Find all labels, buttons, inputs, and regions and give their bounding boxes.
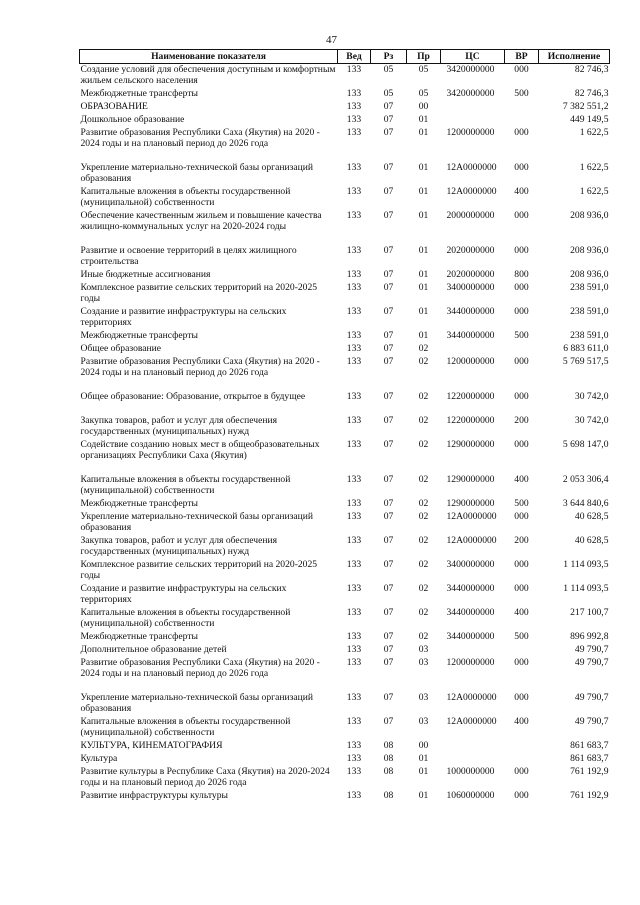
table-row: [80, 415, 610, 439]
row-pr: 03: [418, 691, 429, 703]
row-pr: 02: [418, 342, 429, 354]
row-cs: [441, 753, 505, 766]
row-exec: 82 746,3: [574, 64, 609, 75]
row-ved: 133: [346, 244, 362, 256]
page-number: 47: [326, 34, 337, 46]
row-vr: 200: [514, 534, 529, 546]
row-name: Развитие и освоение территорий в целях жилищного строительства: [80, 244, 297, 267]
row-rz: 07: [383, 126, 394, 138]
row-exec: 30 742,0: [574, 414, 609, 426]
table-row: [80, 790, 610, 803]
row-exec: 449 149,5: [570, 113, 609, 125]
row-ved: 133: [346, 100, 362, 112]
table-row: [80, 644, 610, 657]
row-vr: 500: [514, 630, 529, 642]
row-pr: 02: [418, 510, 429, 522]
row-exec: 40 628,5: [574, 510, 609, 522]
row-vr: 000: [514, 582, 529, 594]
row-cs: 12А0000000: [446, 161, 497, 173]
row-name: Капитальные вложения в объекты государственной (муниципальной) собственности: [80, 715, 291, 738]
row-exec: 217 100,7: [570, 606, 609, 618]
row-name: Создание и развитие инфраструктуры на сельских территориях: [80, 305, 287, 328]
row-ved: 133: [346, 656, 362, 668]
row-cs: 1290000000: [446, 497, 495, 509]
row-ved: 133: [346, 582, 362, 594]
table-row: [80, 740, 610, 753]
row-exec: 208 936,0: [570, 268, 609, 280]
table-row: [80, 186, 610, 210]
row-rz: 07: [383, 281, 394, 293]
table-row: [80, 88, 610, 101]
row-cs: 12А0000000: [446, 691, 497, 703]
row-pr: 02: [418, 438, 429, 450]
row-exec: 7 382 551,2: [562, 100, 609, 112]
row-name: Межбюджетные трансферты: [80, 497, 198, 509]
row-rz: 08: [383, 752, 394, 764]
row-vr: [505, 644, 539, 657]
row-cs: [441, 644, 505, 657]
table-row: [80, 559, 610, 583]
row-cs: 1200000000: [446, 126, 495, 138]
row-exec: 40 628,5: [574, 534, 609, 546]
row-pr: 01: [418, 281, 429, 293]
row-name: Создание и развитие инфраструктуры на сельских территориях: [80, 582, 287, 605]
row-exec: 208 936,0: [570, 209, 609, 221]
row-rz: 07: [383, 268, 394, 280]
row-name: КУЛЬТУРА, КИНЕМАТОГРАФИЯ: [80, 739, 223, 751]
row-pr: 02: [418, 473, 429, 485]
row-rz: 07: [383, 691, 394, 703]
row-pr: 01: [418, 126, 429, 138]
column-header-cs: ЦС: [441, 50, 505, 64]
row-rz: 07: [383, 643, 394, 655]
row-pr: 01: [418, 752, 429, 764]
row-exec: 1 114 093,5: [563, 558, 609, 570]
row-exec: 861 683,7: [570, 739, 609, 751]
row-vr: [505, 114, 539, 127]
row-rz: 08: [383, 789, 394, 801]
row-cs: 12А0000000: [446, 534, 497, 546]
row-pr: 02: [418, 534, 429, 546]
table-row: [80, 356, 610, 391]
table-row: [80, 391, 610, 415]
row-rz: 07: [383, 113, 394, 125]
row-pr: 01: [418, 268, 429, 280]
row-name: Межбюджетные трансферты: [80, 87, 198, 99]
row-vr: 000: [514, 64, 529, 75]
row-name: Закупка товаров, работ и услуг для обеспечения государственных (муниципальных) нужд: [80, 534, 278, 557]
row-pr: 01: [418, 789, 429, 801]
row-exec: 1 622,5: [579, 161, 609, 173]
row-vr: [505, 753, 539, 766]
row-exec: 2 053 306,4: [562, 473, 609, 485]
column-header-pr: Пр: [407, 50, 441, 64]
row-exec: 238 591,0: [570, 281, 609, 293]
row-ved: 133: [346, 606, 362, 618]
row-cs: 2020000000: [446, 244, 495, 256]
row-pr: 01: [418, 185, 429, 197]
row-exec: 49 790,7: [574, 691, 609, 703]
row-vr: 000: [514, 161, 529, 173]
row-vr: 500: [514, 87, 529, 99]
row-cs: 1200000000: [446, 355, 495, 367]
row-exec: 1 114 093,5: [563, 582, 609, 594]
row-rz: 07: [383, 510, 394, 522]
table-row: [80, 269, 610, 282]
table-row: [80, 64, 610, 88]
row-ved: 133: [346, 161, 362, 173]
row-cs: 1290000000: [446, 473, 495, 485]
table-row: [80, 583, 610, 607]
row-vr: 400: [514, 185, 529, 197]
row-name: Общее образование: [80, 342, 162, 354]
table-row: [80, 631, 610, 644]
row-pr: 02: [418, 497, 429, 509]
row-rz: 07: [383, 582, 394, 594]
row-exec: 49 790,7: [574, 656, 609, 668]
row-name: ОБРАЗОВАНИЕ: [80, 100, 148, 112]
table-row: [80, 511, 610, 535]
row-vr: 000: [514, 438, 529, 450]
row-cs: 3440000000: [446, 630, 495, 642]
row-rz: 07: [383, 342, 394, 354]
row-cs: 12А0000000: [446, 510, 497, 522]
row-pr: 01: [418, 305, 429, 317]
row-ved: 133: [346, 630, 362, 642]
row-ved: 133: [346, 390, 362, 402]
row-ved: 133: [346, 765, 362, 777]
row-pr: 00: [418, 739, 429, 751]
row-name: Межбюджетные трансферты: [80, 329, 198, 341]
row-pr: 05: [418, 64, 429, 75]
table-row: [80, 657, 610, 692]
row-pr: 01: [418, 209, 429, 221]
row-rz: 07: [383, 606, 394, 618]
row-rz: 07: [383, 209, 394, 221]
row-pr: 00: [418, 100, 429, 112]
row-rz: 07: [383, 497, 394, 509]
row-rz: 07: [383, 161, 394, 173]
row-rz: 07: [383, 438, 394, 450]
row-rz: 07: [383, 244, 394, 256]
row-exec: 238 591,0: [570, 305, 609, 317]
row-vr: [505, 343, 539, 356]
table-row: [80, 306, 610, 330]
row-vr: 400: [514, 473, 529, 485]
row-vr: 200: [514, 414, 529, 426]
row-name: Укрепление материально-технической базы организаций образования: [80, 161, 314, 184]
row-vr: 000: [514, 281, 529, 293]
row-ved: 133: [346, 209, 362, 221]
row-exec: 82 746,3: [574, 87, 609, 99]
row-ved: 133: [346, 329, 362, 341]
row-exec: 49 790,7: [574, 643, 609, 655]
row-vr: 000: [514, 355, 529, 367]
row-cs: 12А0000000: [446, 715, 497, 727]
row-pr: 03: [418, 715, 429, 727]
row-ved: 133: [346, 473, 362, 485]
row-exec: 761 192,9: [570, 789, 609, 801]
row-rz: 07: [383, 656, 394, 668]
row-ved: 133: [346, 305, 362, 317]
row-rz: 07: [383, 329, 394, 341]
column-header-rz: Рз: [371, 50, 407, 64]
table-row: [80, 162, 610, 186]
row-cs: 3400000000: [446, 281, 495, 293]
row-pr: 02: [418, 414, 429, 426]
row-vr: 500: [514, 497, 529, 509]
row-rz: 07: [383, 473, 394, 485]
table-row: [80, 210, 610, 245]
row-pr: 01: [418, 765, 429, 777]
row-pr: 05: [418, 87, 429, 99]
table-row: [80, 439, 610, 474]
row-pr: 02: [418, 606, 429, 618]
column-header-vr: ВР: [505, 50, 539, 64]
row-ved: 133: [346, 558, 362, 570]
row-ved: 133: [346, 739, 362, 751]
row-ved: 133: [346, 342, 362, 354]
row-name: Капитальные вложения в объекты государственной (муниципальной) собственности: [80, 185, 291, 208]
table-row: [80, 716, 610, 740]
row-exec: 49 790,7: [574, 715, 609, 727]
row-ved: 133: [346, 185, 362, 197]
row-name: Комплексное развитие сельских территорий на 2020-2025 годы: [80, 558, 318, 581]
row-exec: 896 992,8: [570, 630, 609, 642]
row-vr: 000: [514, 510, 529, 522]
row-pr: 01: [418, 113, 429, 125]
row-ved: 133: [346, 355, 362, 367]
row-ved: 133: [346, 64, 362, 75]
row-name: Развитие культуры в Республике Саха (Якутия) на 2020-2024 годы и на плановый период до 2026 года: [80, 765, 330, 788]
row-pr: 01: [418, 329, 429, 341]
row-name: Капитальные вложения в объекты государственной (муниципальной) собственности: [80, 473, 291, 496]
row-rz: 08: [383, 739, 394, 751]
table-row: [80, 114, 610, 127]
row-cs: [441, 740, 505, 753]
row-rz: 07: [383, 534, 394, 546]
row-ved: 133: [346, 497, 362, 509]
row-vr: 000: [514, 305, 529, 317]
row-cs: 1060000000: [446, 789, 495, 801]
row-rz: 05: [383, 64, 394, 75]
row-vr: 000: [514, 126, 529, 138]
row-exec: 30 742,0: [574, 390, 609, 402]
row-exec: 5 698 147,0: [562, 438, 609, 450]
row-cs: 3420000000: [446, 64, 495, 75]
row-pr: 02: [418, 630, 429, 642]
row-exec: 6 883 611,0: [563, 342, 609, 354]
row-name: Укрепление материально-технической базы организаций образования: [80, 510, 314, 533]
table-row: [80, 766, 610, 790]
row-vr: 500: [514, 329, 529, 341]
row-ved: 133: [346, 789, 362, 801]
row-cs: 1200000000: [446, 656, 495, 668]
row-vr: 400: [514, 606, 529, 618]
row-ved: 133: [346, 752, 362, 764]
row-exec: 1 622,5: [579, 185, 609, 197]
table-header-row: [80, 50, 610, 64]
row-name: Развитие образования Республики Саха (Якутия) на 2020 - 2024 годы и на плановый период до 2026 года: [80, 656, 320, 679]
row-pr: 01: [418, 244, 429, 256]
column-header-exec: Исполнение: [539, 50, 610, 64]
row-ved: 133: [346, 691, 362, 703]
row-cs: 1000000000: [446, 765, 495, 777]
row-rz: 07: [383, 414, 394, 426]
row-vr: [505, 740, 539, 753]
row-exec: 761 192,9: [570, 765, 609, 777]
row-cs: 12А0000000: [446, 185, 497, 197]
row-cs: 3400000000: [446, 558, 495, 570]
row-cs: 1220000000: [446, 414, 495, 426]
row-rz: 07: [383, 305, 394, 317]
row-name: Межбюджетные трансферты: [80, 630, 198, 642]
row-name: Общее образование: Образование, открытое в будущее: [80, 390, 306, 402]
row-rz: 08: [383, 765, 394, 777]
row-vr: 000: [514, 209, 529, 221]
table-row: [80, 282, 610, 306]
row-pr: 02: [418, 355, 429, 367]
row-cs: [441, 101, 505, 114]
row-exec: 1 622,5: [579, 126, 609, 138]
row-cs: 3440000000: [446, 606, 495, 618]
table-row: [80, 330, 610, 343]
row-ved: 133: [346, 534, 362, 546]
row-rz: 07: [383, 630, 394, 642]
row-vr: 000: [514, 390, 529, 402]
row-name: Развитие образования Республики Саха (Якутия) на 2020 - 2024 годы и на плановый период до 2026 года: [80, 126, 320, 149]
row-vr: [505, 101, 539, 114]
row-rz: 07: [383, 355, 394, 367]
row-vr: 000: [514, 244, 529, 256]
row-name: Капитальные вложения в объекты государственной (муниципальной) собственности: [80, 606, 291, 629]
row-name: Комплексное развитие сельских территорий на 2020-2025 годы: [80, 281, 318, 304]
budget-table: [79, 49, 610, 803]
row-vr: 000: [514, 789, 529, 801]
row-cs: 1220000000: [446, 390, 495, 402]
column-header-name: Наименование показателя: [80, 50, 338, 64]
row-rz: 07: [383, 715, 394, 727]
row-pr: 02: [418, 582, 429, 594]
table-row: [80, 607, 610, 631]
row-rz: 07: [383, 100, 394, 112]
table-row: [80, 753, 610, 766]
row-cs: 1290000000: [446, 438, 495, 450]
table-row: [80, 498, 610, 511]
row-exec: 861 683,7: [570, 752, 609, 764]
row-cs: 2000000000: [446, 209, 495, 221]
row-cs: 3440000000: [446, 582, 495, 594]
table-row: [80, 692, 610, 716]
row-name: Развитие образования Республики Саха (Якутия) на 2020 - 2024 годы и на плановый период до 2026 года: [80, 355, 320, 378]
row-name: Иные бюджетные ассигнования: [80, 268, 211, 280]
row-name: Создание условий для обеспечения доступным и комфортным жильем сельского населения: [80, 64, 336, 86]
row-vr: 000: [514, 558, 529, 570]
row-exec: 3 644 840,6: [562, 497, 609, 509]
table-row: [80, 343, 610, 356]
row-pr: 03: [418, 643, 429, 655]
row-name: Содействие созданию новых мест в общеобразовательных организациях Республики Саха (Якутия): [80, 438, 320, 461]
row-ved: 133: [346, 268, 362, 280]
row-ved: 133: [346, 281, 362, 293]
row-vr: 800: [514, 268, 529, 280]
row-name: Развитие инфраструктуры культуры: [80, 789, 228, 801]
row-rz: 05: [383, 87, 394, 99]
row-name: Обеспечение качественным жильем и повышение качества жилищно-коммунальных услуг на 2020-2024 годы: [80, 209, 322, 232]
row-pr: 01: [418, 161, 429, 173]
row-pr: 02: [418, 558, 429, 570]
row-ved: 133: [346, 438, 362, 450]
row-ved: 133: [346, 510, 362, 522]
table-row: [80, 245, 610, 269]
row-ved: 133: [346, 414, 362, 426]
row-vr: 000: [514, 656, 529, 668]
row-cs: 3440000000: [446, 305, 495, 317]
row-ved: 133: [346, 113, 362, 125]
row-name: Дошкольное образование: [80, 113, 185, 125]
row-exec: 238 591,0: [570, 329, 609, 341]
row-exec: 208 936,0: [570, 244, 609, 256]
row-vr: 000: [514, 691, 529, 703]
table-row: [80, 474, 610, 498]
row-exec: 5 769 517,5: [562, 355, 609, 367]
row-ved: 133: [346, 643, 362, 655]
table-row: [80, 101, 610, 114]
row-cs: 2020000000: [446, 268, 495, 280]
column-header-ved: Вед: [338, 50, 371, 64]
row-ved: 133: [346, 87, 362, 99]
row-vr: 400: [514, 715, 529, 727]
row-rz: 07: [383, 185, 394, 197]
row-cs: 3440000000: [446, 329, 495, 341]
row-pr: 03: [418, 656, 429, 668]
row-rz: 07: [383, 390, 394, 402]
table-row: [80, 535, 610, 559]
row-pr: 02: [418, 390, 429, 402]
row-cs: 3420000000: [446, 87, 495, 99]
row-name: Культура: [80, 752, 118, 764]
row-cs: [441, 343, 505, 356]
row-name: Укрепление материально-технической базы организаций образования: [80, 691, 314, 714]
table-row: [80, 127, 610, 162]
row-ved: 133: [346, 126, 362, 138]
row-ved: 133: [346, 715, 362, 727]
row-rz: 07: [383, 558, 394, 570]
row-cs: [441, 114, 505, 127]
row-name: Закупка товаров, работ и услуг для обеспечения государственных (муниципальных) нужд: [80, 414, 278, 437]
row-vr: 000: [514, 765, 529, 777]
row-name: Дополнительное образование детей: [80, 643, 227, 655]
